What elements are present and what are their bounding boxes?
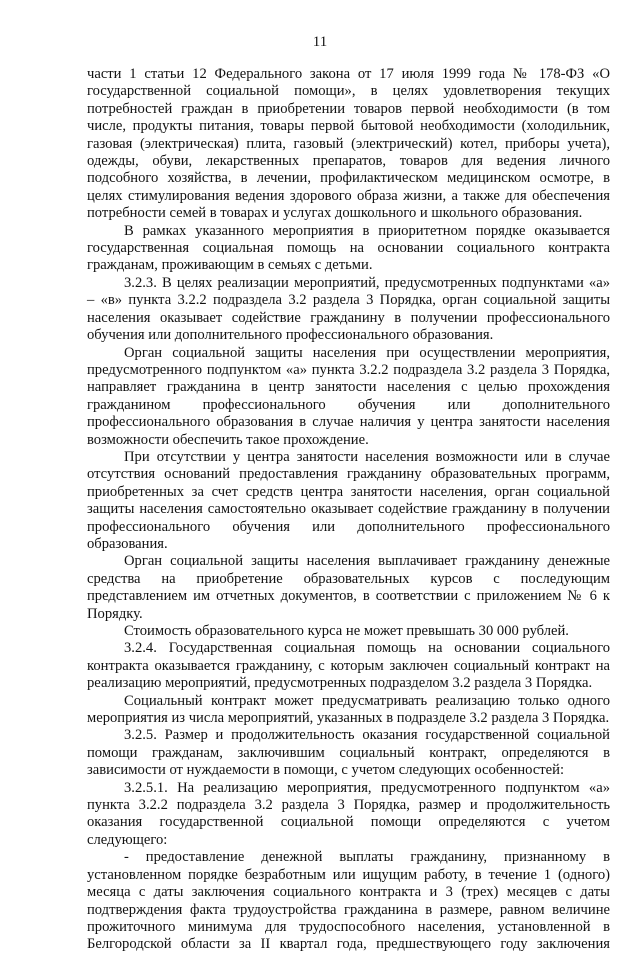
paragraph-absence-of-possibility: При отсутствии у центра занятости населения возможности или в случае отсутствия оснований предоставления гражданину образовательных программ, приобретенных за счет средств центра занятости населения, орган социальной защиты населения самостоятельно оказывает содействие гражданину в получении профессионального обучения или дополнительного профессионального образования.	[87, 448, 610, 552]
paragraph-payment-provision: - предоставление денежной выплаты гражданину, признанному в установленном порядке безработным или ищущим работу, в течение 1 (одного) месяца с даты заключения социального контракта и 3 (трех) месяцев с даты подтверждения факта трудоустройства гражданина в размере, равном величине прожиточного минимума для трудоспособного населения, установленной в Белгородской области за II квартал года, предшествующего году заключения	[87, 849, 610, 953]
paragraph-law-reference: части 1 статьи 12 Федерального закона от 17 июля 1999 года № 178-ФЗ «О государственной социальной помощи», в целях удовлетворения текущих потребностей граждан в приобретении товаров первой необходимости (в том числе, продукты питания, товары первой бытовой необходимости (холодильник, газовая (электрическая) плита, газовый (электрический) котел, приборы учета), одежды, обуви, лекарственных препаратов, товаров для ведения личного подсобного хозяйства, в лечении, профилактическом медицинском осмотре, в целях стимулирования ведения здорового образа жизни, а также для обеспечения потребности семей в товарах и услугах дошкольного и школьного образования.	[87, 66, 610, 222]
paragraph-course-cost-limit: Стоимость образовательного курса не может превышать 30 000 рублей.	[124, 623, 569, 639]
page-number: 11	[312, 34, 328, 50]
paragraph-payment-for-courses: Орган социальной защиты населения выплачивает гражданину денежные средства на приобретение образовательных курсов с последующим представлением им отчетных документов, в соответствии с приложением № 6 к Порядку.	[87, 553, 610, 622]
document-body	[87, 66, 610, 954]
paragraph-single-measure: Социальный контракт может предусматривать реализацию только одного мероприятия из числа мероприятий, указанных в подразделе 3.2 раздела 3 Порядка.	[87, 692, 610, 727]
paragraph-3-2-3: 3.2.3. В целях реализации мероприятий, предусмотренных подпунктами «а» – «в» пункта 3.2.2 подраздела 3.2 раздела 3 Порядка, орган социальной защиты населения оказывает содействие гражданину в получении профессионального обучения или дополнительного профессионального образования.	[87, 274, 610, 344]
paragraph-employment-center-referral: Орган социальной защиты населения при осуществлении мероприятия, предусмотренного подпунктом «а» пункта 3.2.2 подраздела 3.2 раздела 3 Порядка, направляет гражданина в центр занятости населения с целью прохождения гражданином профессионального обучения или дополнительного профессионального образования в случае наличия у центра занятости населения возможности обеспечить такое прохождение.	[87, 344, 610, 448]
paragraph-3-2-5: 3.2.5. Размер и продолжительность оказания государственной социальной помощи гражданам, заключившим социальный контракт, определяются в зависимости от нуждаемости в помощи, с учетом следующих особенностей:	[87, 727, 610, 779]
paragraph-3-2-4: 3.2.4. Государственная социальная помощь на основании социального контракта оказывается гражданину, с которым заключен социальный контракт на реализацию мероприятий, предусмотренных подразделом 3.2 раздела 3 Порядка.	[87, 640, 610, 692]
paragraph-3-2-5-1: 3.2.5.1. На реализацию мероприятия, предусмотренного подпунктом «а» пункта 3.2.2 подраздела 3.2 раздела 3 Порядка, размер и продолжительность оказания государственной социальной помощи определяются с учетом следующего:	[87, 779, 610, 848]
paragraph-priority-families: В рамках указанного мероприятия в приоритетном порядке оказывается государственная социальная помощь на основании социального контракта гражданам, проживающим в семьях с детьми.	[87, 222, 610, 274]
